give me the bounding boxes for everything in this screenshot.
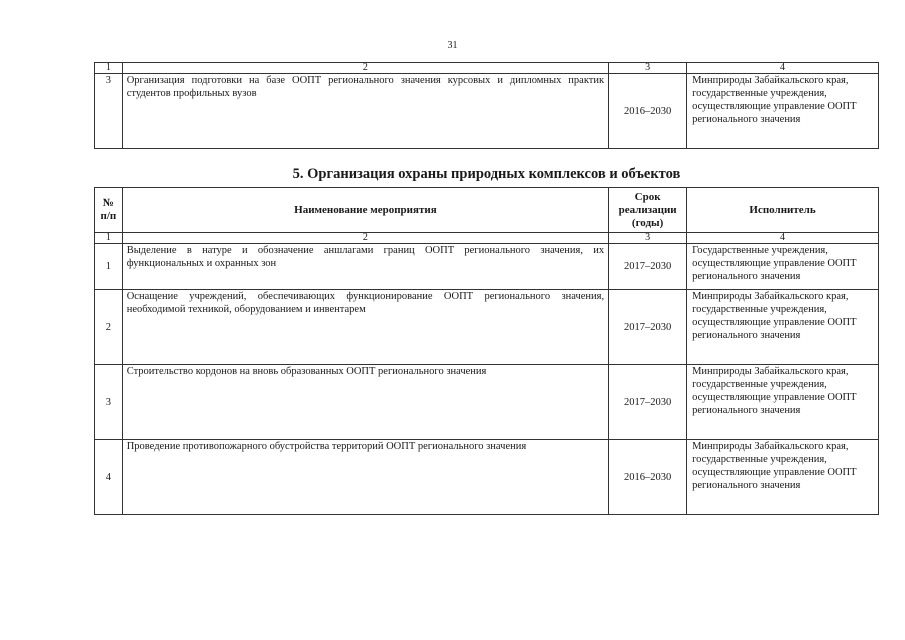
header-row	[95, 188, 879, 233]
measure-name: Проведение противопожарного обустройства территорий ООПТ регионального значения	[122, 440, 608, 515]
table-row	[95, 244, 879, 290]
table-row	[95, 74, 879, 149]
header-name: Наименование мероприятия	[122, 188, 608, 233]
implementation-period: 2017–2030	[609, 290, 687, 365]
row-number: 4	[95, 440, 123, 515]
column-number: 3	[609, 63, 687, 74]
row-number: 3	[95, 365, 123, 440]
implementation-period: 2017–2030	[609, 244, 687, 290]
column-number: 2	[122, 63, 608, 74]
measure-name: Оснащение учреждений, обеспечивающих функционирование ООПТ регионального значения, необходимой техникой, оборудованием и инвентарем	[122, 290, 608, 365]
table-row	[95, 440, 879, 515]
column-number: 1	[95, 63, 123, 74]
header-executor: Исполнитель	[687, 188, 879, 233]
implementation-period: 2017–2030	[609, 365, 687, 440]
continued-table	[94, 62, 879, 149]
column-number: 4	[687, 233, 879, 244]
column-number-row	[95, 233, 879, 244]
table-row	[95, 290, 879, 365]
measures-table	[94, 187, 879, 515]
row-number: 2	[95, 290, 123, 365]
measure-name: Строительство кордонов на вновь образованных ООПТ регионального значения	[122, 365, 608, 440]
section-title: 5. Организация охраны природных комплексов и объектов	[292, 166, 681, 182]
row-number: 3	[95, 74, 123, 149]
executor: Минприроды Забайкальского края, государственные учреждения, осуществляющие управление ООПТ регионального значения	[687, 440, 879, 515]
column-number-row	[95, 63, 879, 74]
column-number: 4	[687, 63, 879, 74]
executor: Государственные учреждения, осуществляющие управление ООПТ регионального значения	[687, 244, 879, 290]
header-period: Срок реализации (годы)	[609, 188, 687, 233]
measure-name: Организация подготовки на базе ООПТ регионального значения курсовых и дипломных практик студентов профильных вузов	[122, 74, 608, 149]
column-number: 1	[95, 233, 123, 244]
measure-name: Выделение в натуре и обозначение аншлагами границ ООПТ регионального значения, их функциональных и охранных зон	[122, 244, 608, 290]
table-row	[95, 365, 879, 440]
executor: Минприроды Забайкальского края, государственные учреждения, осуществляющие управление ООПТ регионального значения	[687, 290, 879, 365]
column-number: 3	[609, 233, 687, 244]
header-number: № п/п	[95, 188, 123, 233]
page-number: 31	[447, 40, 458, 51]
executor: Минприроды Забайкальского края, государственные учреждения, осуществляющие управление ООПТ регионального значения	[687, 365, 879, 440]
column-number: 2	[122, 233, 608, 244]
implementation-period: 2016–2030	[609, 74, 687, 149]
implementation-period: 2016–2030	[609, 440, 687, 515]
executor: Минприроды Забайкальского края, государственные учреждения, осуществляющие управление ООПТ регионального значения	[687, 74, 879, 149]
row-number: 1	[95, 244, 123, 290]
